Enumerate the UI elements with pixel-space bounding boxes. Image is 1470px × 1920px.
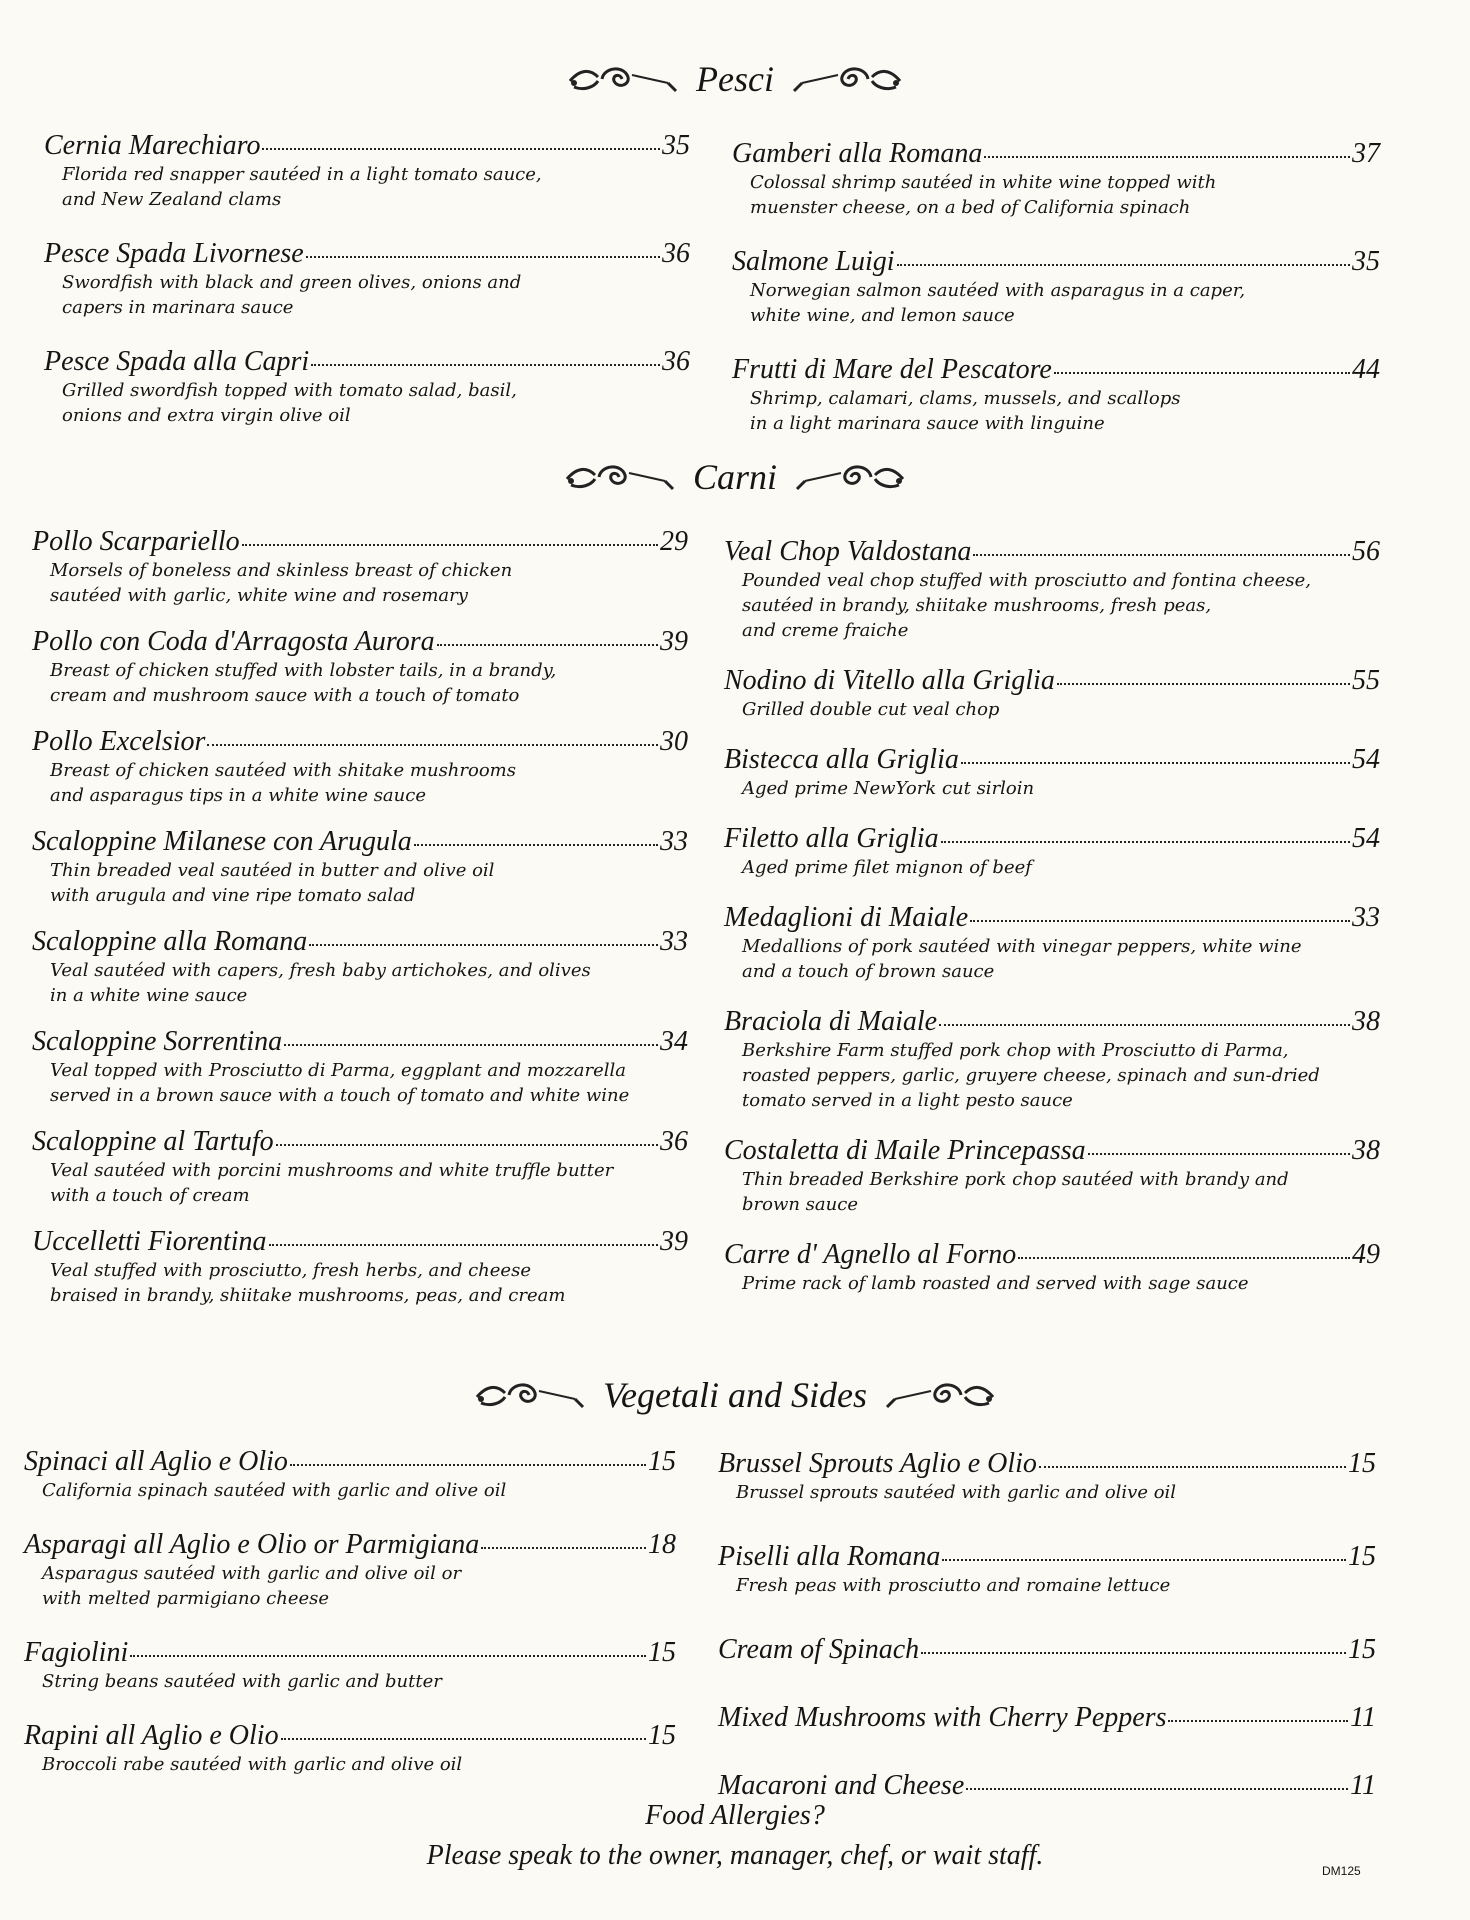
dot-leader [941, 841, 1350, 843]
menu-item-line [724, 744, 1380, 776]
dish-price: 56 [1352, 536, 1380, 567]
menu-item-line [732, 246, 1380, 278]
allergy-question: Food Allergies? [645, 1800, 825, 1831]
dot-leader [897, 264, 1350, 266]
dot-leader [1088, 1153, 1350, 1155]
dot-leader [281, 1738, 646, 1740]
menu-item-line [32, 1126, 688, 1158]
menu-item [32, 526, 688, 608]
dish-price: 35 [662, 130, 690, 161]
menu-item-line [24, 1720, 676, 1752]
menu-item-line [24, 1529, 676, 1561]
section-title-carni: Carni [692, 457, 778, 497]
menu-item-line [24, 1446, 676, 1478]
dot-leader [414, 844, 658, 846]
dish-price: 36 [660, 1126, 688, 1157]
dish-name: Scaloppine Sorrentina [32, 1026, 283, 1057]
dish-price: 18 [648, 1529, 676, 1560]
dish-price: 30 [660, 726, 688, 757]
dish-description: Berkshire Farm stuffed pork chop with Prosciutto di Parma, roasted peppers, garlic, gruyere cheese, spinach and sun-dried tomato served in a light pesto sauce [742, 1040, 1320, 1111]
pesci-left-column [44, 130, 690, 428]
menu-item-line [724, 902, 1380, 934]
menu-item-line [44, 346, 690, 378]
menu-item-line [718, 1541, 1376, 1573]
menu-item [718, 1634, 1376, 1666]
dish-description: String beans sautéed with garlic and butter [42, 1671, 442, 1692]
dish-name: Brussel Sprouts Aglio e Olio [718, 1448, 1037, 1479]
dish-price: 38 [1352, 1006, 1380, 1037]
menu-item [718, 1448, 1376, 1505]
dish-description: Florida red snapper sautéed in a light tomato sauce, and New Zealand clams [62, 164, 542, 210]
pesci-right-column [732, 138, 1380, 436]
dish-description: Morsels of boneless and skinless breast of chicken sautéed with garlic, white wine and rosemary [50, 560, 513, 606]
dish-name: Scaloppine Milanese con Arugula [32, 826, 412, 857]
menu-item-line [724, 665, 1380, 697]
dish-description: Thin breaded Berkshire pork chop sautéed with brandy and brown sauce [742, 1169, 1289, 1215]
menu-item [24, 1446, 676, 1503]
dish-price: 15 [648, 1446, 676, 1477]
menu-item-line [24, 1637, 676, 1669]
menu-item-line [732, 138, 1380, 170]
dot-leader [1054, 372, 1350, 374]
dish-price: 11 [1350, 1770, 1376, 1801]
menu-item [724, 902, 1380, 984]
menu-item-line [724, 1135, 1380, 1167]
allergy-note: Please speak to the owner, manager, chef, or wait staff. [426, 1840, 1044, 1871]
dish-description: Veal sautéed with capers, fresh baby artichokes, and olives in a white wine sauce [50, 960, 591, 1006]
dot-leader [1168, 1720, 1348, 1722]
menu-item [718, 1541, 1376, 1598]
menu-item-line [718, 1702, 1376, 1734]
menu-item [724, 744, 1380, 801]
dish-price: 33 [660, 826, 688, 857]
dish-description: Veal stuffed with prosciutto, fresh herbs, and cheese braised in brandy, shiitake mushrooms, peas, and cream [50, 1260, 566, 1306]
dot-leader [966, 1788, 1348, 1790]
dish-description: Aged prime NewYork cut sirloin [742, 778, 1035, 799]
menu-item [32, 826, 688, 908]
menu-item [724, 1239, 1380, 1296]
dot-leader [921, 1652, 1346, 1654]
dish-description: Pounded veal chop stuffed with prosciutto and fontina cheese, sautéed in brandy, shiitake mushrooms, fresh peas, and creme fraiche [742, 570, 1311, 641]
dish-price: 15 [1348, 1541, 1376, 1572]
menu-item-line [718, 1770, 1376, 1802]
dot-leader [276, 1144, 658, 1146]
menu-item [24, 1529, 676, 1611]
dot-leader [437, 644, 658, 646]
menu-item [24, 1720, 676, 1777]
flourish-right-icon [793, 459, 905, 495]
dish-price: 33 [660, 926, 688, 957]
dish-price: 15 [648, 1637, 676, 1668]
menu-item-line [44, 130, 690, 162]
carni-left-column [32, 526, 688, 1308]
dish-name: Asparagi all Aglio e Olio or Parmigiana [24, 1529, 480, 1560]
dot-leader [984, 156, 1350, 158]
dish-price: 33 [1352, 902, 1380, 933]
menu-item [32, 1226, 688, 1308]
dot-leader [207, 744, 658, 746]
dish-name: Nodino di Vitello alla Griglia [724, 665, 1055, 696]
dish-description: Veal topped with Prosciutto di Parma, eggplant and mozzarella served in a brown sauce with a touch of tomato and white wine [50, 1060, 630, 1106]
dish-price: 15 [648, 1720, 676, 1751]
dish-name: Scaloppine alla Romana [32, 926, 308, 957]
dot-leader [306, 256, 660, 258]
menu-item [724, 823, 1380, 880]
dish-name: Filetto alla Griglia [724, 823, 939, 854]
dish-price: 11 [1350, 1702, 1376, 1733]
flourish-left-icon [475, 1377, 587, 1413]
dish-name: Rapini all Aglio e Olio [24, 1720, 279, 1751]
dish-price: 36 [662, 346, 690, 377]
dish-description: Breast of chicken sautéed with shitake mushrooms and asparagus tips in a white wine sauce [50, 760, 516, 806]
flourish-left-icon [565, 459, 677, 495]
dish-price: 35 [1352, 246, 1380, 277]
menu-item-line [32, 926, 688, 958]
dish-price: 15 [1348, 1448, 1376, 1479]
menu-item [732, 246, 1380, 328]
menu-item-line [32, 526, 688, 558]
dish-name: Macaroni and Cheese [718, 1770, 965, 1801]
dot-leader [290, 1464, 646, 1466]
menu-item-line [732, 354, 1380, 386]
section-header-pesci [0, 58, 1470, 100]
menu-item-line [32, 726, 688, 758]
dish-price: 44 [1352, 354, 1380, 385]
menu-item [724, 665, 1380, 722]
menu-item [32, 1126, 688, 1208]
dish-description: Broccoli rabe sautéed with garlic and olive oil [42, 1754, 463, 1775]
dish-name: Costaletta di Maile Princepassa [724, 1135, 1086, 1166]
dish-description: Breast of chicken stuffed with lobster tails, in a brandy, cream and mushroom sauce with a touch of tomato [50, 660, 557, 706]
dot-leader [311, 364, 660, 366]
menu-item-line [718, 1448, 1376, 1480]
dish-name: Gamberi alla Romana [732, 138, 983, 169]
dish-name: Pollo con Coda d'Arragosta Aurora [32, 626, 435, 657]
menu-code: DM125 [1322, 1864, 1361, 1878]
menu-item [32, 626, 688, 708]
dish-description: Brussel sprouts sautéed with garlic and olive oil [736, 1482, 1177, 1503]
dot-leader [942, 1559, 1346, 1561]
menu-item [32, 1026, 688, 1108]
menu-item-line [724, 823, 1380, 855]
dish-description: Grilled swordfish topped with tomato salad, basil, onions and extra virgin olive oil [62, 380, 517, 426]
dot-leader [1057, 683, 1350, 685]
dot-leader [970, 920, 1350, 922]
menu-item [718, 1702, 1376, 1734]
dish-price: 39 [660, 1226, 688, 1257]
dish-name: Salmone Luigi [732, 246, 895, 277]
flourish-left-icon [568, 61, 680, 97]
dish-name: Bistecca alla Griglia [724, 744, 959, 775]
menu-item [724, 1135, 1380, 1217]
flourish-right-icon [790, 61, 902, 97]
dot-leader [961, 762, 1350, 764]
dot-leader [939, 1024, 1350, 1026]
menu-item [32, 926, 688, 1008]
dot-leader [1018, 1257, 1350, 1259]
dish-name: Cernia Marechiaro [44, 130, 261, 161]
dot-leader [973, 554, 1350, 556]
dish-name: Cream of Spinach [718, 1634, 920, 1665]
dot-leader [130, 1655, 646, 1657]
menu-item [24, 1637, 676, 1694]
menu-item [32, 726, 688, 808]
dish-name: Pollo Excelsior [32, 726, 206, 757]
dish-description: Fresh peas with prosciutto and romaine lettuce [736, 1575, 1171, 1596]
dish-price: 29 [660, 526, 688, 557]
dish-name: Medaglioni di Maiale [724, 902, 969, 933]
dish-description: Norwegian salmon sautéed with asparagus in a caper, white wine, and lemon sauce [750, 280, 1246, 326]
dot-leader [284, 1044, 658, 1046]
dish-name: Mixed Mushrooms with Cherry Peppers [718, 1702, 1167, 1733]
dish-price: 54 [1352, 823, 1380, 854]
menu-item-line [724, 1239, 1380, 1271]
menu-item-line [718, 1634, 1376, 1666]
section-title-pesci: Pesci [696, 59, 774, 99]
dish-description: Asparagus sautéed with garlic and olive oil or with melted parmigiano cheese [42, 1563, 462, 1609]
menu-item [44, 346, 690, 428]
dish-name: Fagiolini [24, 1637, 129, 1668]
dish-description: Aged prime filet mignon of beef [742, 857, 1032, 878]
section-header-vegetali [0, 1374, 1470, 1416]
dish-price: 15 [1348, 1634, 1376, 1665]
section-header-carni [0, 456, 1470, 498]
menu-item-line [32, 1226, 688, 1258]
dish-price: 36 [662, 238, 690, 269]
menu-item-line [44, 238, 690, 270]
dish-description: Thin breaded veal sautéed in butter and olive oil with arugula and vine ripe tomato salad [50, 860, 495, 906]
dish-name: Carre d' Agnello al Forno [724, 1239, 1017, 1270]
dish-name: Veal Chop Valdostana [724, 536, 972, 567]
menu-item-line [724, 536, 1380, 568]
dish-description: Shrimp, calamari, clams, mussels, and scallops in a light marinara sauce with linguine [750, 388, 1181, 434]
dish-description: Grilled double cut veal chop [742, 699, 1000, 720]
menu-item-line [32, 826, 688, 858]
dot-leader [1039, 1466, 1346, 1468]
menu-item [724, 1006, 1380, 1113]
menu-item [44, 238, 690, 320]
menu-item [44, 130, 690, 212]
carni-right-column [724, 536, 1380, 1296]
dish-description: Prime rack of lamb roasted and served with sage sauce [742, 1273, 1249, 1294]
dish-price: 37 [1352, 138, 1380, 169]
dot-leader [269, 1244, 658, 1246]
menu-item [732, 354, 1380, 436]
flourish-right-icon [883, 1377, 995, 1413]
dish-name: Spinaci all Aglio e Olio [24, 1446, 288, 1477]
dish-name: Braciola di Maiale [724, 1006, 938, 1037]
dish-description: Medallions of pork sautéed with vinegar peppers, white wine and a touch of brown sauce [742, 936, 1302, 982]
dot-leader [262, 148, 660, 150]
dish-price: 38 [1352, 1135, 1380, 1166]
dot-leader [242, 544, 658, 546]
dish-description: Swordfish with black and green olives, onions and capers in marinara sauce [62, 272, 522, 318]
dish-price: 55 [1352, 665, 1380, 696]
menu-item [732, 138, 1380, 220]
vegetali-right-column [718, 1448, 1376, 1802]
dish-description: Veal sautéed with porcini mushrooms and white truffle butter with a touch of cream [50, 1160, 614, 1206]
menu-item-line [32, 626, 688, 658]
dish-description: California spinach sautéed with garlic and olive oil [42, 1480, 507, 1501]
dish-price: 49 [1352, 1239, 1380, 1270]
dish-name: Pesce Spada Livornese [44, 238, 304, 269]
dish-price: 34 [660, 1026, 688, 1057]
dish-name: Pollo Scarpariello [32, 526, 240, 557]
dish-name: Frutti di Mare del Pescatore [732, 354, 1052, 385]
dish-name: Piselli alla Romana [718, 1541, 941, 1572]
dish-name: Pesce Spada alla Capri [44, 346, 310, 377]
menu-item-line [32, 1026, 688, 1058]
dot-leader [481, 1547, 646, 1549]
section-title-vegetali: Vegetali and Sides [603, 1375, 867, 1415]
dish-price: 54 [1352, 744, 1380, 775]
dot-leader [309, 944, 658, 946]
dish-description: Colossal shrimp sautéed in white wine topped with muenster cheese, on a bed of California spinach [750, 172, 1217, 218]
dish-name: Uccelletti Fiorentina [32, 1226, 267, 1257]
menu-item-line [724, 1006, 1380, 1038]
dish-price: 39 [660, 626, 688, 657]
menu-item [718, 1770, 1376, 1802]
dish-name: Scaloppine al Tartufo [32, 1126, 274, 1157]
vegetali-left-column [24, 1446, 676, 1777]
menu-item [724, 536, 1380, 643]
